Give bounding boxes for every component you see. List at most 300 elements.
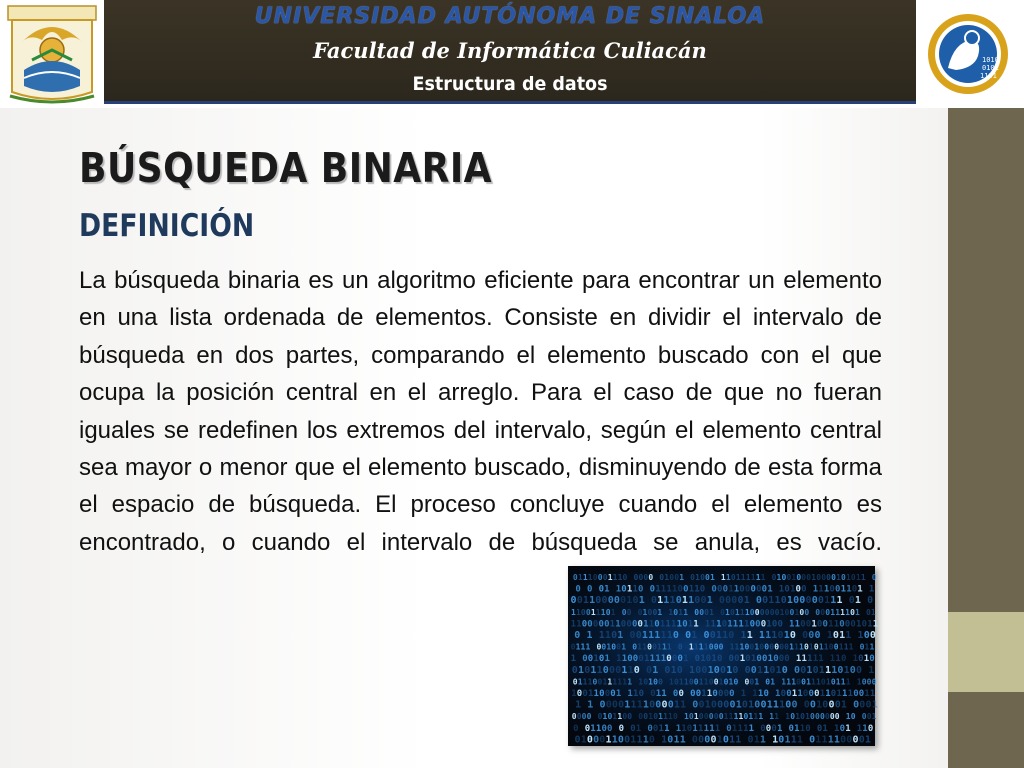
svg-text:1: 1 [795,654,802,665]
svg-text:0: 0 [863,630,870,641]
svg-text:0: 0 [856,664,863,676]
svg-text:1: 1 [846,584,852,595]
svg-text:1: 1 [845,712,851,722]
svg-text:1: 1 [857,630,864,641]
svg-text:0: 0 [598,619,604,630]
svg-text:0: 0 [633,573,639,582]
svg-text:1: 1 [868,664,875,676]
svg-text:1: 1 [825,664,832,676]
svg-text:0: 0 [869,630,876,641]
svg-text:1: 1 [660,654,667,665]
svg-text:1: 1 [703,677,709,687]
svg-text:1: 1 [746,630,753,641]
svg-text:0: 0 [821,573,827,582]
svg-text:0: 0 [720,664,727,676]
svg-text:1: 1 [727,619,733,630]
svg-text:1: 1 [648,630,655,641]
svg-text:1: 1 [617,573,623,582]
svg-text:1: 1 [657,595,664,607]
svg-text:1: 1 [604,584,610,595]
svg-text:1: 1 [869,642,875,652]
svg-text:1: 1 [725,607,730,617]
svg-text:0101: 0101 [982,64,999,72]
svg-text:0: 0 [674,573,680,582]
svg-text:1: 1 [642,734,649,746]
svg-text:1: 1 [621,642,627,652]
svg-text:0: 0 [575,584,581,595]
svg-text:1: 1 [740,573,746,582]
svg-text:0: 0 [618,699,625,711]
svg-text:0: 0 [867,723,874,734]
svg-text:1: 1 [790,734,797,746]
svg-text:1: 1 [829,654,836,665]
svg-text:1: 1 [683,654,689,665]
svg-text:0: 0 [648,573,654,582]
svg-text:1: 1 [805,712,810,722]
svg-text:0: 0 [654,619,660,630]
svg-text:0: 0 [853,689,859,699]
svg-text:1: 1 [864,734,871,746]
svg-text:1: 1 [771,630,778,641]
svg-text:0: 0 [582,654,588,665]
svg-text:1: 1 [759,734,766,746]
faculty-logo-icon [926,12,1010,96]
svg-text:0: 0 [713,642,719,652]
svg-text:1: 1 [680,699,687,711]
svg-text:1: 1 [795,712,801,722]
svg-text:1: 1 [818,642,824,652]
svg-text:1: 1 [823,642,829,652]
svg-text:0: 0 [790,712,796,722]
svg-text:0: 0 [771,573,777,582]
svg-text:1: 1 [617,630,624,641]
svg-text:0: 0 [576,712,582,722]
svg-text:1: 1 [657,642,662,652]
svg-text:0: 0 [865,699,872,711]
svg-text:1: 1 [733,584,740,595]
svg-text:0: 0 [652,723,659,734]
svg-text:0: 0 [820,607,826,617]
svg-text:1: 1 [856,619,862,630]
svg-text:0: 0 [627,712,633,722]
svg-text:0: 0 [693,677,699,687]
svg-text:1: 1 [582,677,588,687]
svg-text:1: 1 [781,677,787,687]
svg-text:0: 0 [867,595,874,607]
svg-text:1: 1 [733,712,739,722]
svg-text:0: 0 [653,712,659,722]
svg-text:0: 0 [841,573,846,582]
svg-text:0: 0 [729,689,735,699]
svg-text:0: 0 [620,595,627,607]
svg-text:1: 1 [767,654,774,665]
svg-text:0: 0 [699,584,706,595]
svg-text:1: 1 [576,619,582,630]
svg-text:0: 0 [649,584,656,595]
svg-text:1: 1 [658,712,663,722]
svg-text:0: 0 [784,654,790,665]
svg-text:0: 0 [584,723,591,734]
svg-text:0: 0 [620,619,627,630]
svg-text:1: 1 [577,677,583,687]
svg-text:1: 1 [728,677,734,687]
svg-text:1: 1 [818,664,825,676]
svg-text:0: 0 [786,573,792,582]
svg-text:0: 0 [852,734,859,746]
svg-text:1: 1 [612,712,618,722]
svg-text:1: 1 [610,607,616,617]
svg-text:0: 0 [828,699,835,711]
svg-text:0: 0 [704,734,711,746]
svg-text:0: 0 [858,689,865,699]
svg-text:1: 1 [642,699,649,711]
svg-text:0: 0 [848,595,855,607]
svg-text:0: 0 [713,677,719,687]
svg-text:0: 0 [754,607,760,617]
svg-text:1: 1 [783,630,790,641]
svg-text:0: 0 [574,734,581,746]
svg-text:0: 0 [599,734,606,746]
svg-text:0: 0 [682,619,688,630]
svg-text:1: 1 [607,573,613,582]
svg-text:1: 1 [700,654,706,665]
svg-text:0: 0 [607,712,613,722]
svg-text:1: 1 [609,619,616,630]
header [0,0,1024,108]
svg-text:1: 1 [716,734,723,746]
svg-text:1: 1 [617,677,623,687]
svg-text:1: 1 [825,689,831,699]
svg-text:1: 1 [681,595,688,607]
svg-text:0: 0 [622,712,628,722]
svg-text:0: 0 [601,642,607,652]
svg-text:1: 1 [827,734,834,746]
svg-text:0: 0 [750,664,757,676]
svg-text:0: 0 [587,654,594,665]
svg-text:1: 1 [673,734,680,746]
svg-text:1: 1 [729,642,735,652]
svg-text:0: 0 [708,712,714,722]
svg-text:1: 1 [722,630,729,641]
sidebar-accent-top [948,108,1024,612]
svg-text:1: 1 [635,723,642,734]
svg-text:1: 1 [794,723,800,734]
svg-text:0: 0 [779,642,785,652]
svg-text:1: 1 [791,573,797,582]
svg-text:1: 1 [855,607,860,617]
svg-text:0: 0 [828,642,834,652]
svg-text:1: 1 [785,712,791,722]
svg-text:1: 1 [774,595,781,607]
svg-text:0: 0 [730,607,735,617]
svg-text:0: 0 [598,654,605,665]
svg-text:0: 0 [771,723,777,734]
svg-text:1: 1 [740,689,747,699]
svg-text:0: 0 [611,642,617,652]
svg-text:1: 1 [744,607,750,617]
svg-text:1: 1 [807,654,813,665]
svg-text:0: 0 [607,723,613,734]
svg-text:1: 1 [669,595,676,607]
svg-text:1: 1 [637,642,643,652]
svg-text:0: 0 [587,619,593,630]
svg-text:0: 0 [607,595,614,607]
svg-text:0: 0 [655,699,662,711]
svg-text:1: 1 [840,607,845,617]
svg-text:1: 1 [707,664,714,676]
svg-text:0: 0 [573,723,579,734]
svg-text:1: 1 [845,607,850,617]
svg-text:1: 1 [840,699,847,711]
svg-text:0: 0 [731,595,738,607]
svg-text:1: 1 [797,689,803,699]
svg-text:1: 1 [811,619,817,630]
svg-text:0: 0 [652,642,657,652]
svg-text:1: 1 [627,664,634,676]
svg-text:1: 1 [769,712,775,722]
svg-text:0: 0 [601,595,608,607]
svg-text:0: 0 [774,607,780,617]
svg-text:1: 1 [772,734,779,746]
svg-text:0: 0 [694,595,701,607]
svg-text:0: 0 [801,573,807,582]
svg-text:1: 1 [655,584,661,595]
title-banner [104,0,916,104]
svg-text:1: 1 [590,607,596,617]
svg-text:0: 0 [866,677,872,687]
svg-text:1: 1 [808,642,814,652]
svg-text:0: 0 [632,642,638,652]
svg-text:0: 0 [799,607,805,617]
svg-text:0: 0 [717,584,723,595]
svg-text:1: 1 [835,677,841,687]
svg-text:1: 1 [621,664,628,676]
svg-text:0: 0 [673,712,678,722]
svg-text:1: 1 [668,607,674,617]
svg-text:0: 0 [734,654,740,665]
svg-text:0: 0 [803,699,810,711]
svg-text:0: 0 [801,677,806,687]
svg-text:1: 1 [744,619,750,630]
svg-text:1: 1 [615,584,622,595]
svg-text:1: 1 [838,642,844,652]
svg-text:0: 0 [761,584,768,595]
svg-text:1: 1 [843,664,850,676]
svg-text:0: 0 [705,654,712,665]
svg-text:0: 0 [811,595,818,607]
svg-text:0: 0 [718,689,724,699]
svg-text:0: 0 [699,607,705,617]
svg-text:0: 0 [834,699,841,711]
svg-text:0: 0 [703,712,709,722]
svg-text:1: 1 [806,677,811,687]
svg-text:1: 1 [582,573,588,582]
svg-text:0: 0 [850,573,856,582]
svg-text:1010: 1010 [982,56,999,64]
svg-text:1: 1 [871,699,878,711]
svg-text:0: 0 [780,689,787,699]
svg-text:1: 1 [824,595,831,607]
svg-text:0: 0 [593,734,600,746]
slide-subtitle: DEFINICIÓN [79,208,255,244]
svg-text:0: 0 [750,584,756,595]
svg-text:0: 0 [809,699,816,711]
svg-text:1: 1 [602,677,608,687]
svg-text:0: 0 [632,595,639,607]
svg-text:0: 0 [616,642,622,652]
svg-text:0: 0 [570,595,577,607]
svg-text:1: 1 [763,664,770,676]
svg-text:0: 0 [737,595,744,607]
svg-text:0: 0 [815,712,820,722]
svg-text:0: 0 [786,689,792,699]
svg-text:1: 1 [665,619,671,630]
svg-text:1: 1 [816,699,823,711]
svg-text:0: 0 [647,607,653,617]
svg-text:1: 1 [840,677,846,687]
svg-text:0: 0 [605,699,612,711]
svg-text:1: 1 [648,619,655,630]
svg-text:0: 0 [804,642,809,652]
svg-text:0: 0 [802,630,809,641]
svg-text:1: 1 [852,654,859,665]
svg-text:1: 1 [734,642,740,652]
svg-text:1: 1 [580,734,587,746]
svg-text:0: 0 [850,607,855,617]
svg-text:1: 1 [864,689,870,699]
svg-text:1: 1 [684,712,689,722]
svg-text:1: 1 [806,664,813,676]
svg-text:0: 0 [866,712,872,722]
svg-text:1: 1 [718,677,724,687]
slide-title: BÚSQUEDA BINARIA [79,144,493,192]
svg-text:0: 0 [732,664,739,676]
svg-text:0: 0 [672,689,679,699]
svg-text:0: 0 [721,619,728,630]
svg-text:1: 1 [735,573,741,582]
svg-text:1: 1 [786,595,793,607]
svg-text:0: 0 [667,734,674,746]
svg-text:1: 1 [835,607,841,617]
svg-text:0: 0 [756,654,762,665]
svg-text:0: 0 [638,584,644,595]
svg-text:0: 0 [769,664,776,676]
svg-text:1: 1 [595,607,601,617]
university-name: UNIVERSIDAD AUTÓNOMA DE SINALOA [254,4,766,29]
svg-text:1: 1 [575,699,582,711]
svg-text:1: 1 [786,677,792,687]
svg-text:0: 0 [688,712,694,722]
svg-text:0: 0 [815,607,821,617]
svg-text:0: 0 [701,664,708,676]
svg-text:1: 1 [738,712,744,722]
svg-text:0: 0 [576,689,583,699]
svg-text:0: 0 [673,607,679,617]
svg-text:1: 1 [693,642,699,652]
svg-text:0: 0 [671,654,678,665]
svg-text:1: 1 [654,630,661,641]
svg-text:1: 1 [622,677,628,687]
svg-text:0: 0 [723,699,730,711]
svg-text:0: 0 [637,607,643,617]
svg-text:1: 1 [834,723,840,734]
svg-text:0: 0 [760,723,766,734]
svg-text:1: 1 [709,607,714,617]
svg-text:0: 0 [849,664,856,676]
svg-text:0: 0 [822,619,828,630]
svg-text:1: 1 [600,607,606,617]
svg-text:1: 1 [633,689,639,699]
svg-text:1: 1 [811,573,817,582]
svg-text:0: 0 [762,595,769,607]
svg-text:0: 0 [576,595,583,607]
sidebar-accent-bottom [948,692,1024,768]
svg-text:1: 1 [799,642,804,652]
svg-text:0: 0 [669,573,675,582]
svg-text:1: 1 [776,573,782,582]
svg-text:1: 1 [745,573,751,582]
svg-text:1: 1 [755,573,761,582]
svg-text:1: 1 [616,654,622,665]
svg-text:1: 1 [790,584,796,595]
svg-text:1: 1 [791,677,797,687]
svg-text:1: 1 [632,584,638,595]
svg-text:0: 0 [789,630,796,641]
svg-text:1: 1 [678,677,684,687]
svg-text:1: 1 [596,664,603,676]
course-name: Estructura de datos [412,73,608,95]
svg-text:0: 0 [859,699,866,711]
svg-text:1: 1 [693,712,699,722]
svg-text:1: 1 [774,712,780,722]
faculty-name: Facultad de Informática Culiacán [313,38,707,63]
svg-text:0: 0 [581,619,588,630]
svg-text:0: 0 [755,619,761,630]
svg-text:1: 1 [695,573,700,582]
svg-text:0: 0 [602,664,609,676]
svg-text:0: 0 [851,584,858,595]
svg-text:0: 0 [764,607,770,617]
svg-text:1: 1 [661,734,668,746]
svg-text:0: 0 [826,573,831,582]
svg-text:0: 0 [717,654,723,665]
svg-text:0: 0 [571,664,578,676]
svg-text:0: 0 [586,734,593,746]
svg-text:1: 1 [671,584,678,595]
svg-text:1: 1 [703,723,710,734]
svg-text:1: 1 [655,689,662,699]
svg-text:1: 1 [630,734,637,746]
svg-text:1: 1 [602,712,608,722]
svg-text:0: 0 [745,654,751,665]
svg-text:1: 1 [615,619,621,630]
svg-text:1: 1 [643,619,649,630]
svg-text:1: 1 [757,689,764,699]
svg-text:1: 1 [617,712,623,722]
svg-text:0: 0 [859,642,865,652]
svg-text:1: 1 [666,630,673,641]
svg-text:1: 1 [664,723,670,734]
svg-text:1: 1 [739,654,746,665]
svg-text:0: 0 [621,607,627,617]
svg-text:1: 1 [698,723,704,734]
svg-text:0: 0 [814,689,820,699]
svg-text:1: 1 [669,677,674,687]
svg-text:0: 0 [743,712,749,722]
svg-text:0: 0 [747,734,754,746]
svg-text:0: 0 [839,723,846,734]
svg-text:1: 1 [758,630,765,641]
